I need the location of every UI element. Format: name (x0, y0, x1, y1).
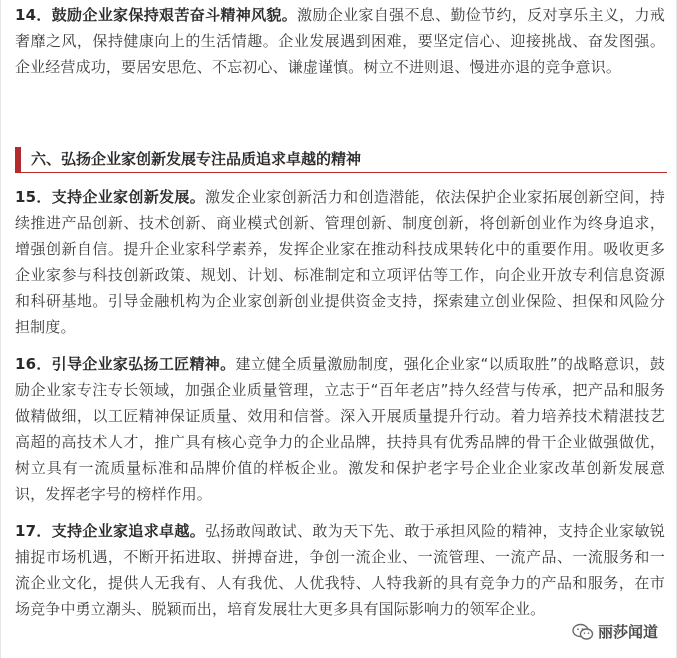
article-paragraph-16 (15, 351, 665, 507)
paragraph-body: 弘扬敢闯敢试、敢为天下先、敢于承担风险的精神，支持企业家敏锐捕捉市场机遇，不断开拓进取、拼搏奋进，争创一流企业、一流管理、一流产品、一流服务和一流企业文化，提供人无我有、人有我优、人优我特、人特我新的具有竞争力的产品和服务，在市场竞争中勇立潮头、脱颖而出，培育发展壮大更多具有国际影响力的领军企业。 (15, 522, 665, 618)
watermark (568, 619, 662, 644)
article-paragraph-14 (15, 2, 665, 80)
paragraph-body: 建立健全质量激励制度，强化企业家“以质取胜”的战略意识，鼓励企业家专注专长领域，加强企业质量管理，立志于“百年老店”持久经营与传承，把产品和服务做精做细，以工匠精神保证质量、效用和信誉。深入开展质量提升行动。着力培养技术精湛技艺高超的高技术人才，推广具有核心竞争力的企业品牌，扶持具有优秀品牌的骨干企业做强做优，树立具有一流质量标准和品牌价值的样板企业。激发和保护老字号企业企业家改革创新发展意识，发挥老字号的榜样作用。 (15, 355, 665, 503)
section-heading: 六、弘扬企业家创新发展专注品质追求卓越的精神 (15, 147, 667, 173)
paragraph-lead: 15．支持企业家创新发展。 (15, 188, 206, 206)
paragraph-body: 激励企业家自强不息、勤俭节约，反对享乐主义，力戒奢靡之风，保持健康向上的生活情趣。企业发展遇到困难，要坚定信心、迎接挑战、奋发图强。企业经营成功，要居安思危、不忘初心、谦虚谨慎。树立不进则退、慢进亦退的竞争意识。 (15, 6, 665, 76)
article-paragraph-15 (15, 184, 665, 340)
paragraph-lead: 16．引导企业家弘扬工匠精神。 (15, 355, 236, 373)
article-paragraph-17 (15, 518, 665, 622)
wechat-icon (572, 623, 594, 641)
watermark-text: 丽莎闻道 (597, 623, 658, 641)
paragraph-lead: 17．支持企业家追求卓越。 (15, 522, 206, 540)
paragraph-body: 激发企业家创新活力和创造潜能，依法保护企业家拓展创新空间，持续推进产品创新、技术创新、商业模式创新、管理创新、制度创新，将创新创业作为终身追求，增强创新自信。提升企业家科学素养，发挥企业家在推动科技成果转化中的重要作用。吸收更多企业家参与科技创新政策、规划、计划、标准制定和立项评估等工作，向企业开放专利信息资源和科研基地。引导金融机构为企业家创新创业提供资金支持，探索建立创业保险、担保和风险分担制度。 (15, 188, 665, 336)
paragraph-lead: 14．鼓励企业家保持艰苦奋斗精神风貌。 (15, 6, 298, 24)
